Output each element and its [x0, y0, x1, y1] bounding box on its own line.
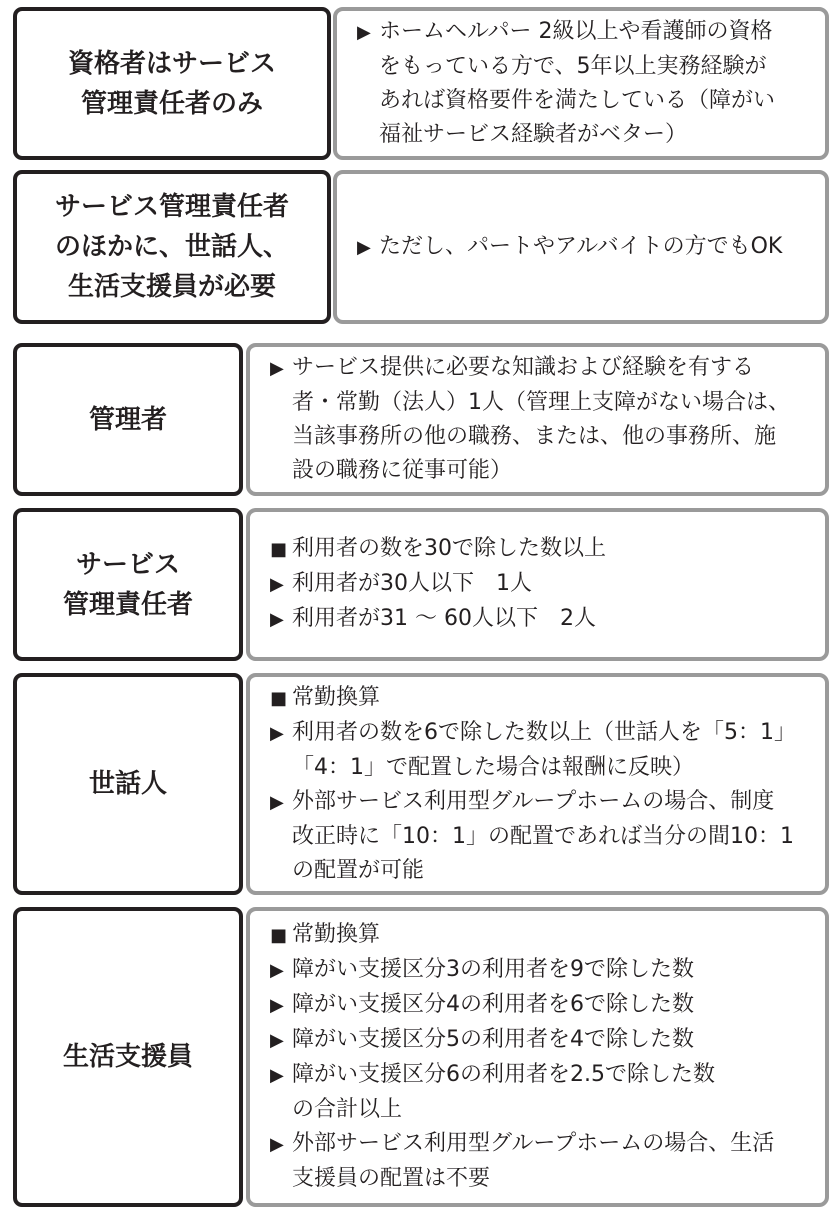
desc-line: 外部サービス利用型グループホームの場合、生活 [292, 1131, 775, 1156]
row-2-label-line: 生活支援員が必要 [67, 272, 276, 302]
triangle-bullet-icon: ▶ [270, 1065, 284, 1086]
desc-line: の配置が可能 [292, 857, 425, 883]
row-5-desc-box [246, 673, 829, 895]
row-1-desc-box [333, 7, 829, 160]
square-bullet-icon: ■ [270, 539, 288, 560]
desc-line: 「4：1」で配置した場合は報酬に反映） [292, 754, 694, 780]
triangle-bullet-icon: ▶ [270, 358, 284, 379]
row-6-label-box [13, 907, 243, 1207]
triangle-bullet-icon: ▶ [357, 22, 371, 43]
desc-line: 外部サービス利用型グループホームの場合、制度 [292, 788, 775, 814]
desc-line: 利用者が31 ～ 60人以下 2人 [292, 606, 596, 631]
desc-line: 者・常勤（法人）1人（管理上支障がない場合は、 [292, 390, 790, 415]
triangle-bullet-icon: ▶ [270, 791, 284, 813]
row-4-label-line: 管理責任者 [62, 589, 193, 620]
row-2-label-line: のほかに、世話人、 [54, 232, 289, 262]
desc-line: 障がい支援区分6の利用者を2.5で除した数 [292, 1062, 715, 1087]
row-2-label-line: サービス管理責任者 [54, 192, 289, 222]
row-2-desc-box [333, 170, 829, 324]
row-3-desc-box [246, 343, 829, 496]
desc-line: 設の職務に従事可能） [292, 458, 513, 483]
row-3-label-box [13, 343, 243, 496]
row-1-label-box [13, 7, 331, 160]
desc-line: 利用者が30人以下 1人 [292, 571, 532, 596]
row-2-label-box [13, 170, 331, 324]
desc-line: 常勤換算 [292, 922, 381, 947]
desc-line: あれば資格要件を満たしている（障がい [379, 88, 776, 113]
row-4-label-line: サービス [75, 549, 180, 580]
row-5-label-line: 世話人 [88, 769, 167, 799]
triangle-bullet-icon: ▶ [270, 1030, 284, 1051]
desc-line: ただし、パートやアルバイトの方でもOK [379, 233, 783, 259]
row-3-label-line: 管理者 [88, 404, 167, 435]
desc-line: 福祉サービス経験者がベター） [379, 122, 688, 147]
row-4-label-box [13, 508, 243, 661]
desc-line: 利用者の数を6で除した数以上（世話人を「5：1」 [292, 719, 796, 745]
desc-line: 改正時に「10：1」の配置であれば当分の間10：1 [292, 823, 794, 849]
desc-line: をもっている方で、5年以上実務経験が [379, 54, 767, 79]
desc-line: の合計以上 [292, 1097, 403, 1122]
desc-line: サービス提供に必要な知識および経験を有する [292, 355, 755, 380]
triangle-bullet-icon: ▶ [270, 574, 284, 595]
square-bullet-icon: ■ [270, 687, 288, 709]
row-4-desc-box [246, 508, 829, 661]
triangle-bullet-icon: ▶ [270, 1134, 284, 1155]
row-5-label-box [13, 673, 243, 895]
row-6-label-line: 生活支援員 [62, 1042, 193, 1072]
row-1-label-line: 資格者はサービス [67, 48, 276, 79]
desc-line: ホームヘルパー 2級以上や看護師の資格 [379, 19, 773, 44]
desc-line: 障がい支援区分4の利用者を6で除した数 [292, 992, 694, 1017]
triangle-bullet-icon: ▶ [270, 960, 284, 981]
desc-line: 当該事務所の他の職務、または、他の事務所、施 [292, 424, 777, 449]
desc-line: 障がい支援区分3の利用者を9で除した数 [292, 957, 694, 982]
desc-line: 利用者の数を30で除した数以上 [292, 536, 606, 561]
triangle-bullet-icon: ▶ [357, 236, 371, 258]
triangle-bullet-icon: ▶ [270, 722, 284, 744]
desc-line: 常勤換算 [292, 684, 381, 710]
square-bullet-icon: ■ [270, 925, 288, 946]
triangle-bullet-icon: ▶ [270, 995, 284, 1016]
desc-line: 障がい支援区分5の利用者を4で除した数 [292, 1027, 694, 1052]
desc-line: 支援員の配置は不要 [292, 1166, 491, 1191]
row-1-label-line: 管理責任者のみ [80, 88, 263, 119]
triangle-bullet-icon: ▶ [270, 609, 284, 630]
row-6-desc-box [246, 907, 829, 1207]
